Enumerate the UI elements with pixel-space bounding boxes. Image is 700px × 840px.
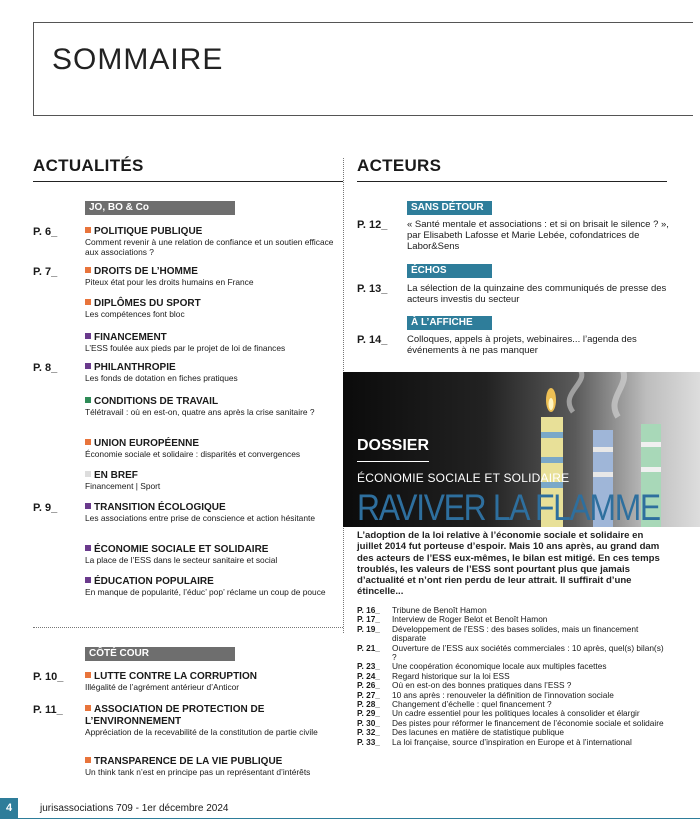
title-box — [33, 22, 693, 116]
acteurs-tag: À L’AFFICHE — [407, 316, 492, 330]
page-number: P. 12_ — [357, 219, 388, 231]
dossier-intro: L’adoption de la loi relative à l’économie sociale et solidaire en juillet 2014 fut porteuse d’espoir. Mais 10 ans après, au grand dam des acteurs de l’ESS eux-mêmes, le bilan est mitigé. En ces temps troublés, les valeurs de l’ESS sont pourtant plus que jamais d’actualité et n’ont rien perdu de leur attrait. Il suffirait d’une étincelle... — [357, 530, 660, 598]
acteurs-entry[interactable]: « Santé mentale et associations : et si on brisait le silence ? », par Elisabeth Lafosse et Marie Lebée, cofondatrices de Labor&Sens — [407, 219, 669, 252]
page-number: P. 7_ — [33, 266, 58, 278]
actualites-heading: ACTUALITÉS — [33, 156, 144, 175]
list-item[interactable]: P. 33_ La loi française, source d’inspiration en Europe et à l’international — [357, 736, 632, 747]
square-bullet-icon — [85, 227, 91, 233]
footer-rule — [18, 818, 700, 819]
list-item[interactable]: P. 28_ Changement d’échelle : quel financement ? — [357, 699, 552, 710]
list-item[interactable]: P. 19_ Développement de l’ESS : des bases solides, mais un financement disparate — [357, 623, 639, 644]
square-bullet-icon — [85, 363, 91, 369]
dossier-underline — [357, 461, 429, 462]
page-number: P. 9_ — [33, 502, 58, 514]
toc-entry[interactable]: EN BREF Financement | Sport — [85, 470, 161, 491]
acteurs-tag: ÉCHOS — [407, 264, 492, 278]
square-bullet-icon — [85, 545, 91, 551]
list-item[interactable]: P. 17_ Interview de Roger Belot et Benoît Hamon — [357, 614, 548, 625]
page-number: P. 10_ — [33, 671, 64, 683]
square-bullet-icon — [85, 705, 91, 711]
section-tag-jo-bo: JO, BO & Co — [85, 201, 235, 215]
toc-entry[interactable]: LUTTE CONTRE LA CORRUPTION Illégalité de l’agrément antérieur d’Anticor — [85, 671, 257, 692]
toc-entry[interactable]: DIPLÔMES DU SPORT Les compétences font bloc — [85, 298, 201, 319]
page-title: SOMMAIRE — [52, 43, 224, 76]
publication-info: jurisassociations 709 - 1er décembre 2024 — [40, 803, 229, 814]
square-bullet-icon — [85, 439, 91, 445]
acteurs-rule — [357, 181, 667, 182]
list-item[interactable]: P. 32_ Des lacunes en matière de statistique publique — [357, 727, 565, 738]
dossier-subtitle: ÉCONOMIE SOCIALE ET SOLIDAIRE — [357, 471, 570, 485]
toc-entry[interactable]: FINANCEMENT L’ESS foulée aux pieds par le projet de loi de finances — [85, 332, 286, 353]
section-divider — [33, 627, 343, 628]
square-bullet-icon — [85, 503, 91, 509]
list-item[interactable]: P. 24_ Regard historique sur la loi ESS — [357, 670, 510, 681]
toc-entry[interactable]: ÉCONOMIE SOCIALE ET SOLIDAIRE La place de l’ESS dans le secteur sanitaire et social — [85, 544, 278, 565]
dossier-label: DOSSIER — [357, 437, 430, 454]
list-item[interactable]: P. 23_ Une coopération économique locale aux multiples facettes — [357, 661, 607, 672]
acteurs-tag: SANS DÉTOUR — [407, 201, 492, 215]
square-bullet-icon — [85, 471, 91, 477]
page-number: P. 6_ — [33, 226, 58, 238]
acteurs-entry[interactable]: Colloques, appels à projets, webinaires... l’agenda des événements à ne pas manquer — [407, 334, 637, 356]
square-bullet-icon — [85, 672, 91, 678]
list-item[interactable]: P. 27_ 10 ans après : renouveler la définition de l’innovation sociale — [357, 689, 614, 700]
page-number: P. 8_ — [33, 362, 58, 374]
section-tag-cote-cour: CÔTÉ COUR — [85, 647, 235, 661]
square-bullet-icon — [85, 577, 91, 583]
square-bullet-icon — [85, 757, 91, 763]
page-number: P. 13_ — [357, 283, 388, 295]
toc-entry[interactable]: DROITS DE L’HOMME Piteux état pour les droits humains en France — [85, 266, 254, 287]
page-number: P. 11_ — [33, 704, 63, 716]
list-item[interactable]: P. 29_ Un cadre essentiel pour les politiques locales à consolider et élargir — [357, 708, 640, 719]
list-item[interactable]: P. 21_ Ouverture de l’ESS aux sociétés commerciales : 10 après, quel(s) bilan(s) ? — [357, 642, 664, 663]
toc-entry[interactable]: POLITIQUE PUBLIQUE Comment revenir à une relation de confiance et un soutien efficace aux associations ? — [85, 226, 334, 257]
list-item[interactable]: P. 30_ Des pistes pour réformer le financement de l’économie sociale et solidaire — [357, 717, 664, 728]
page-number: P. 14_ — [357, 334, 388, 346]
square-bullet-icon — [85, 299, 91, 305]
acteurs-entry[interactable]: La sélection de la quinzaine des communiqués de presse des acteurs investis du secteur — [407, 283, 667, 305]
toc-entry[interactable]: PHILANTHROPIE Les fonds de dotation en fiches pratiques — [85, 362, 238, 383]
square-bullet-icon — [85, 267, 91, 273]
footer-page-number: 4 — [0, 798, 18, 819]
square-bullet-icon — [85, 397, 91, 403]
actualites-rule — [33, 181, 343, 182]
list-item[interactable]: P. 26_ Où en est-on des bonnes pratiques dans l’ESS ? — [357, 680, 572, 691]
square-bullet-icon — [85, 333, 91, 339]
toc-entry[interactable]: CONDITIONS DE TRAVAIL Télétravail : où en est-on, quatre ans après la crise sanitaire ? — [85, 396, 315, 417]
footer — [0, 798, 700, 840]
toc-entry[interactable]: ÉDUCATION POPULAIRE En manque de popularité, l’éduc’ pop’ réclame un coup de pouce — [85, 576, 326, 597]
dossier-headline: RAVIVER LA FLAMME — [357, 487, 660, 528]
acteurs-heading: ACTEURS — [357, 156, 442, 175]
toc-entry[interactable]: TRANSPARENCE DE LA VIE PUBLIQUE Un think tank n’est en principe pas un représentant d’intérêts — [85, 756, 311, 777]
toc-entry[interactable]: TRANSITION ÉCOLOGIQUE Les associations entre prise de conscience et action hésitante — [85, 502, 315, 523]
dossier-list — [357, 606, 669, 747]
toc-entry[interactable]: ASSOCIATION DE PROTECTION DE L’ENVIRONNEMENT Appréciation de la recevabilité de la constitution de partie civile — [85, 704, 318, 737]
list-item[interactable]: P. 16_ Tribune de Benoît Hamon — [357, 605, 487, 615]
toc-entry[interactable]: UNION EUROPÉENNE Économie sociale et solidaire : disparités et convergences — [85, 438, 301, 459]
